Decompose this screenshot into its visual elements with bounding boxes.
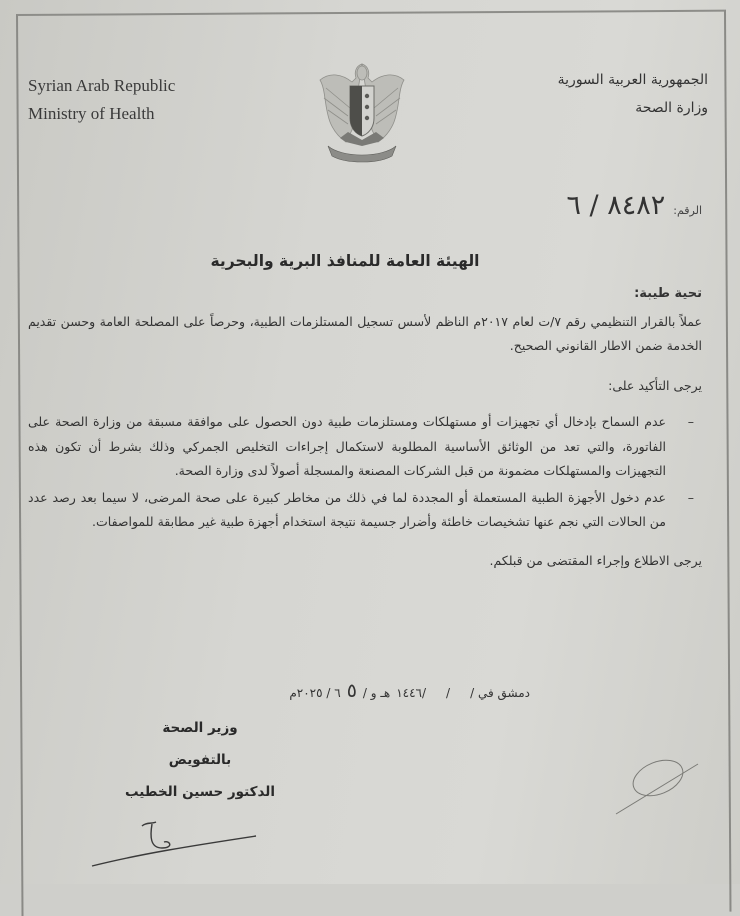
gregorian-day-handwritten: ٥ [346, 680, 357, 702]
closing-line: يرجى الاطلاع وإجراء المقتضى من قبلكم. [489, 552, 702, 568]
greeting: تحية طيبة: [634, 286, 702, 301]
arabic-letterhead [558, 66, 708, 122]
hijri-suffix: هـ و / [362, 686, 391, 700]
margin-initial-icon [612, 752, 702, 822]
handwritten-signature-icon [80, 810, 260, 870]
reference-value: ٨٤٨٢ / ٦ [566, 190, 666, 221]
signatory-title: وزير الصحة [162, 720, 238, 736]
dash-bullet-icon: – [687, 414, 694, 429]
syrian-eagle-emblem-icon [312, 60, 412, 165]
list-item-text: عدم السماح بإدخال أي تجهيزات أو مستهلكات ومستلزمات طبية دون الحصول على موافقة مسبقة من وزارة الصحة على الفاتورة، والتي تعد من الوثائق الأساسية المطلوبة لاستكمال إجراءات التخليص الجمركي وذلك بشرط أن تكون هذه التجهيزات والمستهلكات مضمونة من قبل الشركات المصنعة والمسجلة أصولاً لدى وزارة الصحة. [28, 414, 666, 478]
date-line [289, 680, 530, 702]
date-place: دمشق في / [470, 686, 530, 700]
addressee-heading: الهيئة العامة للمنافذ البرية والبحرية [210, 252, 480, 270]
country-name-ar: الجمهورية العربية السورية [557, 72, 708, 88]
country-name-en: Syrian Arab Republic [28, 76, 176, 95]
english-letterhead [28, 72, 175, 128]
list-item [28, 410, 702, 484]
hijri-day-blank: / [446, 686, 451, 700]
list-item [28, 486, 702, 535]
reference-number [566, 190, 702, 221]
dash-bullet-icon: – [687, 489, 694, 505]
hijri-year: /١٤٤٦ [396, 686, 427, 700]
delegation-note: بالتفويض [168, 752, 232, 768]
signatory-name: الدكتور حسين الخطيب [125, 784, 275, 800]
letter-body [28, 282, 702, 573]
list-item-text: عدم دخول الأجهزة الطبية المستعملة أو المجددة لما في ذلك من مخاطر كبيرة على صحة المرضى، لا سيما بعد رصد عدد من الحالات التي نجم عنها تشخيصات خاطئة وأضرار جسيمة نتيجة استخدام أجهزة طبية غير مطابقة للمواصفات. [28, 489, 666, 529]
emphasis-intro: يرجى التأكيد على: [608, 378, 702, 393]
instructions-list [28, 410, 702, 535]
signature-block [110, 712, 290, 808]
gregorian-date: ٦ / ٢٠٢٥م [289, 686, 341, 700]
ministry-name-ar: وزارة الصحة [635, 100, 708, 116]
intro-paragraph: عملاً بالقرار التنظيمي رقم ٧/ت لعام ٢٠١٧م الناظم لأسس تسجيل المستلزمات الطبية، وحرصاً على المصلحة العامة وحسن تقديم الخدمة ضمن الاطار القانوني الصحيح. [28, 314, 702, 353]
reference-label: الرقم: [673, 204, 702, 217]
ministry-name-en: Ministry of Health [28, 104, 155, 123]
